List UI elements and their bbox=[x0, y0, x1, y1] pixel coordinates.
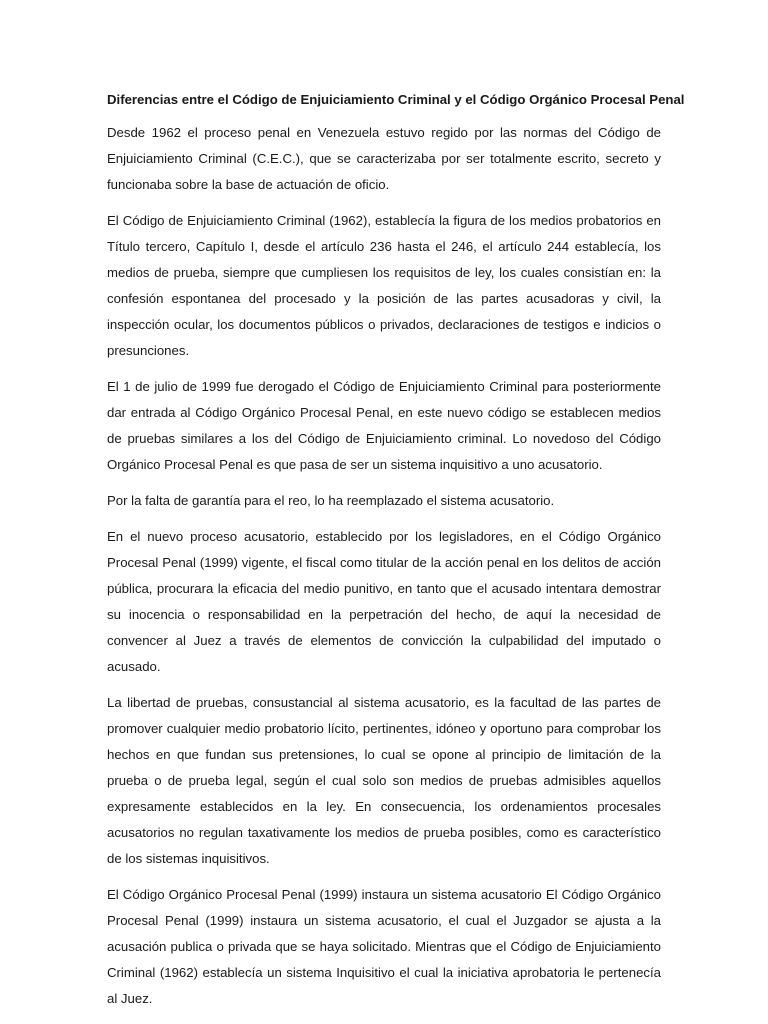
paragraph-7: El Código Orgánico Procesal Penal (1999) instaura un sistema acusatorio El Código Orgánico Procesal Penal (1999) instaura un sistema acusatorio, el cual el Juzgador se ajusta a la acusación publica o privada que se haya solicitado. Mientras que el Código de Enjuiciamiento Criminal (1962) establecía un sistema Inquisitivo el cual la iniciativa aprobatoria le pertenecía al Juez. bbox=[107, 887, 661, 1006]
paragraph-6: La libertad de pruebas, consustancial al sistema acusatorio, es la facultad de las partes de promover cualquier medio probatorio lícito, pertinentes, idóneo y oportuno para comprobar los hechos en que fundan sus pretensiones, lo cual se opone al principio de limitación de la prueba o de prueba legal, según el cual solo son medios de pruebas admisibles aquellos expresamente establecidos en la ley. En consecuencia, los ordenamientos procesales acusatorios no regulan taxativamente los medios de prueba posibles, como es característico de los sistemas inquisitivos. bbox=[107, 695, 661, 866]
paragraph-5: En el nuevo proceso acusatorio, establecido por los legisladores, en el Código Orgánico Procesal Penal (1999) vigente, el fiscal como titular de la acción penal en los delitos de acción pública, procurara la eficacia del medio punitivo, en tanto que el acusado intentara demostrar su inocencia o responsabilidad en la perpetración del hecho, de aquí la necesidad de convencer al Juez a través de elementos de convicción la culpabilidad del imputado o acusado. bbox=[107, 529, 661, 674]
paragraph-4: Por la falta de garantía para el reo, lo ha reemplazado el sistema acusatorio. bbox=[107, 493, 555, 508]
document-body bbox=[107, 90, 685, 1022]
paragraph-3: El 1 de julio de 1999 fue derogado el Código de Enjuiciamiento Criminal para posteriormente dar entrada al Código Orgánico Procesal Penal, en este nuevo código se establecen medios de pruebas similares a los del Código de Enjuiciamiento criminal. Lo novedoso del Código Orgánico Procesal Penal es que pasa de ser un sistema inquisitivo a uno acusatorio. bbox=[107, 379, 661, 472]
document-title: Diferencias entre el Código de Enjuiciamiento Criminal y el Código Orgánico Procesal Penal bbox=[107, 92, 685, 107]
paragraph-2: El Código de Enjuiciamiento Criminal (1962), establecía la figura de los medios probatorios en Título tercero, Capítulo I, desde el artículo 236 hasta el 246, el artículo 244 establecía, los medios de prueba, siempre que cumpliesen los requisitos de ley, los cuales consistían en: la confesión espontanea del procesado y la posición de las partes acusadoras y civil, la inspección ocular, los documentos públicos o privados, declaraciones de testigos e indicios o presunciones. bbox=[107, 213, 661, 358]
paragraph-1: Desde 1962 el proceso penal en Venezuela estuvo regido por las normas del Código de Enjuiciamiento Criminal (C.E.C.), que se caracterizaba por ser totalmente escrito, secreto y funcionaba sobre la base de actuación de oficio. bbox=[107, 125, 661, 192]
